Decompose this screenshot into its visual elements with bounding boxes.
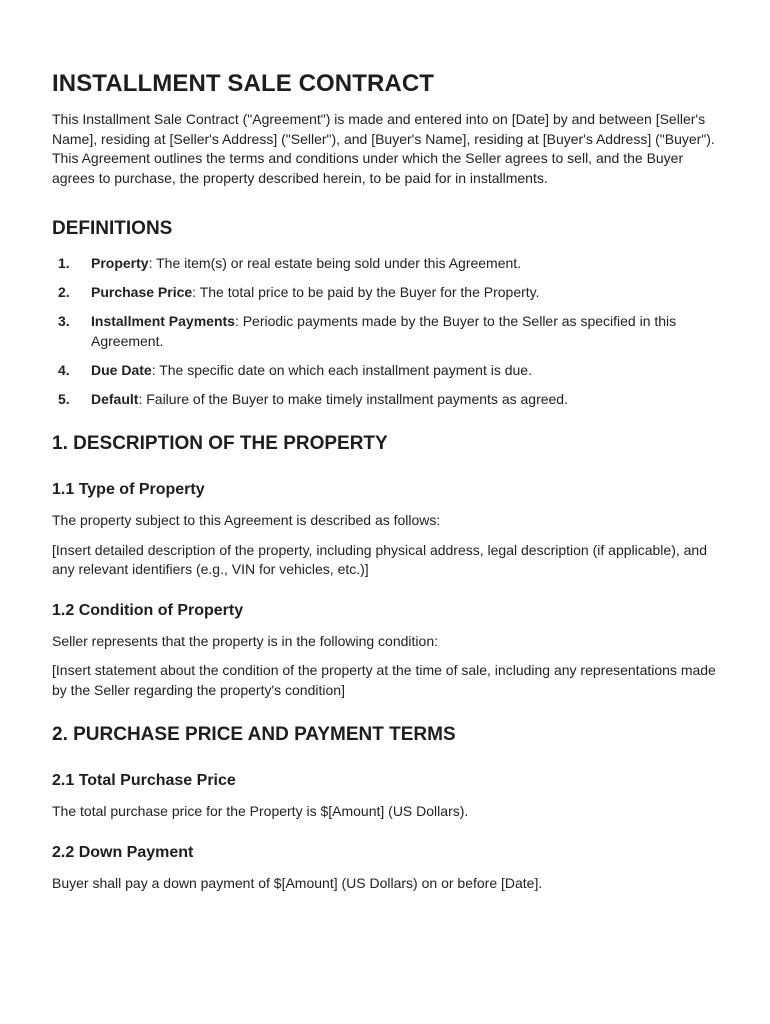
list-text bbox=[91, 283, 540, 303]
list-text bbox=[91, 254, 521, 274]
subsection-2-1-heading: 2.1 Total Purchase Price bbox=[52, 772, 236, 789]
subsection-1-2-paragraph-2: [Insert statement about the condition of the property at the time of sale, including any representations made by the Seller regarding the property's condition] bbox=[52, 662, 716, 698]
definition-term: Purchase Price bbox=[91, 284, 193, 300]
subsection-1-2-paragraph-1: Seller represents that the property is in the following condition: bbox=[52, 632, 438, 649]
intro-paragraph: This Installment Sale Contract ("Agreement") is made and entered into on [Date] by and between [Seller's Name], residing at [Seller's Address] ("Seller"), and [Buyer's Name], residing at [Buyer's Address] ("Buyer"). This Agreement outlines the terms and conditions under which the Seller agrees to sell, and the Buyer agrees to purchase, the property described herein, to be paid for in installments. bbox=[52, 111, 715, 186]
definition-term: Installment Payments bbox=[91, 313, 235, 329]
subsection-1-1-paragraph-2: [Insert detailed description of the property, including physical address, legal description (if applicable), and any relevant identifiers (e.g., VIN for vehicles, etc.)] bbox=[52, 541, 707, 577]
section-2-heading: 2. PURCHASE PRICE AND PAYMENT TERMS bbox=[52, 724, 456, 745]
subsection-1-1-heading: 1.1 Type of Property bbox=[52, 481, 205, 498]
definition-text: : Periodic payments made by the Buyer to the Seller as specified in this Agreement. bbox=[91, 313, 677, 349]
list-number: 3. bbox=[58, 313, 70, 329]
list-number: 4. bbox=[58, 361, 70, 378]
subsection-1-2-heading: 1.2 Condition of Property bbox=[52, 601, 244, 619]
definition-text: : Failure of the Buyer to make timely installment payments as agreed. bbox=[138, 390, 568, 407]
list-text bbox=[91, 312, 718, 351]
section-1-heading: 1. DESCRIPTION OF THE PROPERTY bbox=[52, 433, 388, 454]
list-item bbox=[52, 283, 718, 303]
definition-term: Due Date bbox=[91, 361, 152, 378]
list-item bbox=[52, 312, 718, 351]
list-number: 1. bbox=[58, 255, 70, 271]
definitions-heading: DEFINITIONS bbox=[52, 218, 173, 239]
list-item bbox=[52, 390, 718, 410]
list-item bbox=[52, 361, 718, 381]
definition-text: : The specific date on which each installment payment is due. bbox=[151, 361, 532, 378]
subsection-2-1-paragraph: The total purchase price for the Property is $[Amount] (US Dollars). bbox=[52, 803, 469, 819]
subsection-2-2-paragraph: Buyer shall pay a down payment of $[Amount] (US Dollars) on or before [Date]. bbox=[52, 874, 543, 891]
subsection-1-1-paragraph-1: The property subject to this Agreement is described as follows: bbox=[52, 512, 441, 528]
list-text bbox=[91, 390, 568, 410]
document-title: INSTALLMENT SALE CONTRACT bbox=[52, 70, 435, 97]
definition-term: Property bbox=[91, 255, 149, 271]
list-text bbox=[91, 361, 532, 381]
list-item bbox=[52, 254, 718, 274]
definition-term: Default bbox=[91, 390, 139, 407]
definition-text: : The item(s) or real estate being sold under this Agreement. bbox=[148, 255, 522, 271]
list-number: 5. bbox=[58, 390, 70, 407]
definition-text: : The total price to be paid by the Buyer for the Property. bbox=[192, 284, 540, 300]
list-number: 2. bbox=[58, 284, 70, 300]
definitions-list bbox=[52, 254, 718, 409]
subsection-2-2-heading: 2.2 Down Payment bbox=[52, 843, 194, 861]
